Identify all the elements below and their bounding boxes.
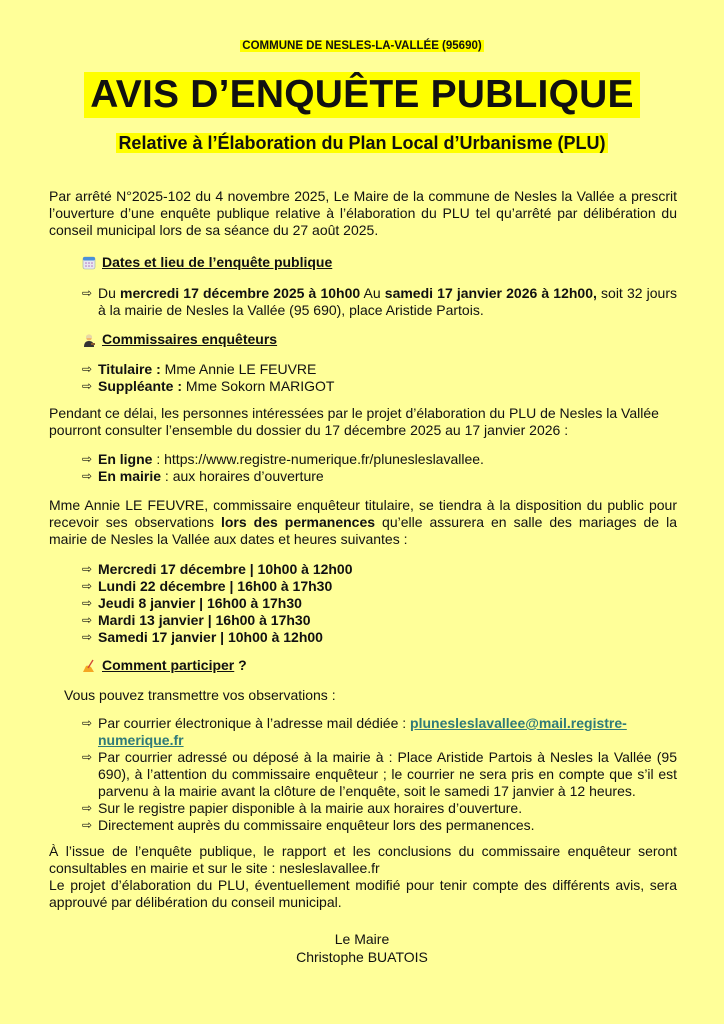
signature-name: Christophe BUATOIS	[296, 949, 428, 965]
page-title: AVIS D’ENQUÊTE PUBLIQUE	[0, 72, 724, 118]
list-item: ⇨ Mardi 13 janvier | 16h00 à 17h30	[82, 612, 311, 628]
calendar-icon	[82, 256, 96, 270]
dates-list	[82, 285, 677, 319]
signature	[0, 930, 724, 966]
arrow-icon: ⇨	[82, 452, 93, 466]
list-item: ⇨ Titulaire : Mme Annie LE FEUVRE	[82, 361, 317, 377]
list-item: ⇨ Sur le registre papier disponible à la mairie aux horaires d’ouverture.	[82, 800, 523, 816]
arrow-icon: ⇨	[82, 750, 93, 764]
intro-paragraph: Par arrêté N°2025-102 du 4 novembre 2025, Le Maire de la commune de Nesles la Vallée a prescrit l’ouverture d’une enquête publique relative à l’élaboration du PLU tel qu’arrêté par délibération du conseil municipal lors de sa séance du 27 août 2025.	[49, 188, 677, 238]
list-item: ⇨ Suppléante : Mme Sokorn MARIGOT	[82, 378, 335, 394]
list-item: ⇨ En ligne : https://www.registre-numerique.fr/plunesleslavallee.	[82, 451, 484, 467]
arrow-icon: ⇨	[82, 716, 93, 730]
arrow-icon: ⇨	[82, 630, 93, 644]
arrow-icon: ⇨	[82, 818, 93, 832]
consult-list	[82, 451, 677, 485]
closing-paragraph: À l’issue de l’enquête publique, le rapport et les conclusions du commissaire enquêteur seront consultables en mairie et sur le site : nesleslavallee.fr Le projet d’élaboration du PLU, éventuellement modifié pour tenir compte des différents avis, sera approuvé par délibération du conseil municipal.	[49, 843, 677, 910]
arrow-icon: ⇨	[82, 362, 93, 376]
page-subtitle: Relative à l’Élaboration du Plan Local d’Urbanisme (PLU)	[118, 133, 606, 153]
arrow-icon: ⇨	[82, 286, 93, 300]
arrow-icon: ⇨	[82, 469, 93, 483]
writing-hand-icon	[82, 659, 96, 673]
section-participer-heading: Comment participer ?	[82, 657, 247, 674]
section-commissaires-heading: Commissaires enquêteurs	[82, 331, 277, 348]
list-item: ⇨ Mercredi 17 décembre | 10h00 à 12h00	[82, 561, 353, 577]
list-item: ⇨ Jeudi 8 janvier | 16h00 à 17h30	[82, 595, 302, 611]
permanences-list	[82, 561, 677, 646]
arrow-icon: ⇨	[82, 801, 93, 815]
judge-icon	[82, 333, 96, 347]
consult-paragraph: Pendant ce délai, les personnes intéressées par le projet d’élaboration du PLU de Nesles la Vallée pourront consulter l’ensemble du dossier du 17 décembre 2025 au 17 janvier 2026 :	[49, 405, 659, 438]
list-item: ⇨ Du mercredi 17 décembre 2025 à 10h00 Au samedi 17 janvier 2026 à 12h00, soit 32 jours à la mairie de Nesles la Vallée (95 690), place Aristide Partois.	[82, 285, 677, 318]
arrow-icon: ⇨	[82, 379, 93, 393]
email-link[interactable]: plunesleslavallee@mail.registre-numerique.fr	[98, 715, 627, 748]
section-dates-heading: Dates et lieu de l’enquête publique	[82, 254, 332, 271]
list-item: ⇨ Directement auprès du commissaire enquêteur lors des permanences.	[82, 817, 535, 833]
arrow-icon: ⇨	[82, 613, 93, 627]
arrow-icon: ⇨	[82, 562, 93, 576]
participer-intro: Vous pouvez transmettre vos observations :	[64, 687, 336, 703]
permanences-paragraph: Mme Annie LE FEUVRE, commissaire enquêteur titulaire, se tiendra à la disposition du public pour recevoir ses observations lors des permanences qu’elle assurera en salle des mariages de la mairie de Nesles la Vallée aux dates et heures suivantes :	[49, 497, 677, 547]
list-item: ⇨ Lundi 22 décembre | 16h00 à 17h30	[82, 578, 333, 594]
list-item: ⇨ Samedi 17 janvier | 10h00 à 12h00	[82, 629, 323, 645]
list-item: ⇨ Par courrier adressé ou déposé à la mairie à : Place Aristide Partois à Nesles la Vallée (95 690), à l’attention du commissaire enquêteur ; le courrier ne sera pris en compte que s’il est parvenu à la mairie avant la clôture de l’enquête, soit le samedi 17 janvier à 12 heures.	[82, 749, 677, 799]
arrow-icon: ⇨	[82, 579, 93, 593]
list-item: ⇨ Par courrier électronique à l’adresse mail dédiée : plunesleslavallee@mail.registre-numerique.fr	[82, 715, 627, 748]
commune-header: COMMUNE DE NESLES-LA-VALLÉE (95690)	[242, 40, 482, 52]
arrow-icon: ⇨	[82, 596, 93, 610]
commissaires-list	[82, 361, 677, 395]
list-item: ⇨ En mairie : aux horaires d’ouverture	[82, 468, 324, 484]
participer-list	[82, 715, 677, 834]
signature-role: Le Maire	[334, 931, 390, 947]
